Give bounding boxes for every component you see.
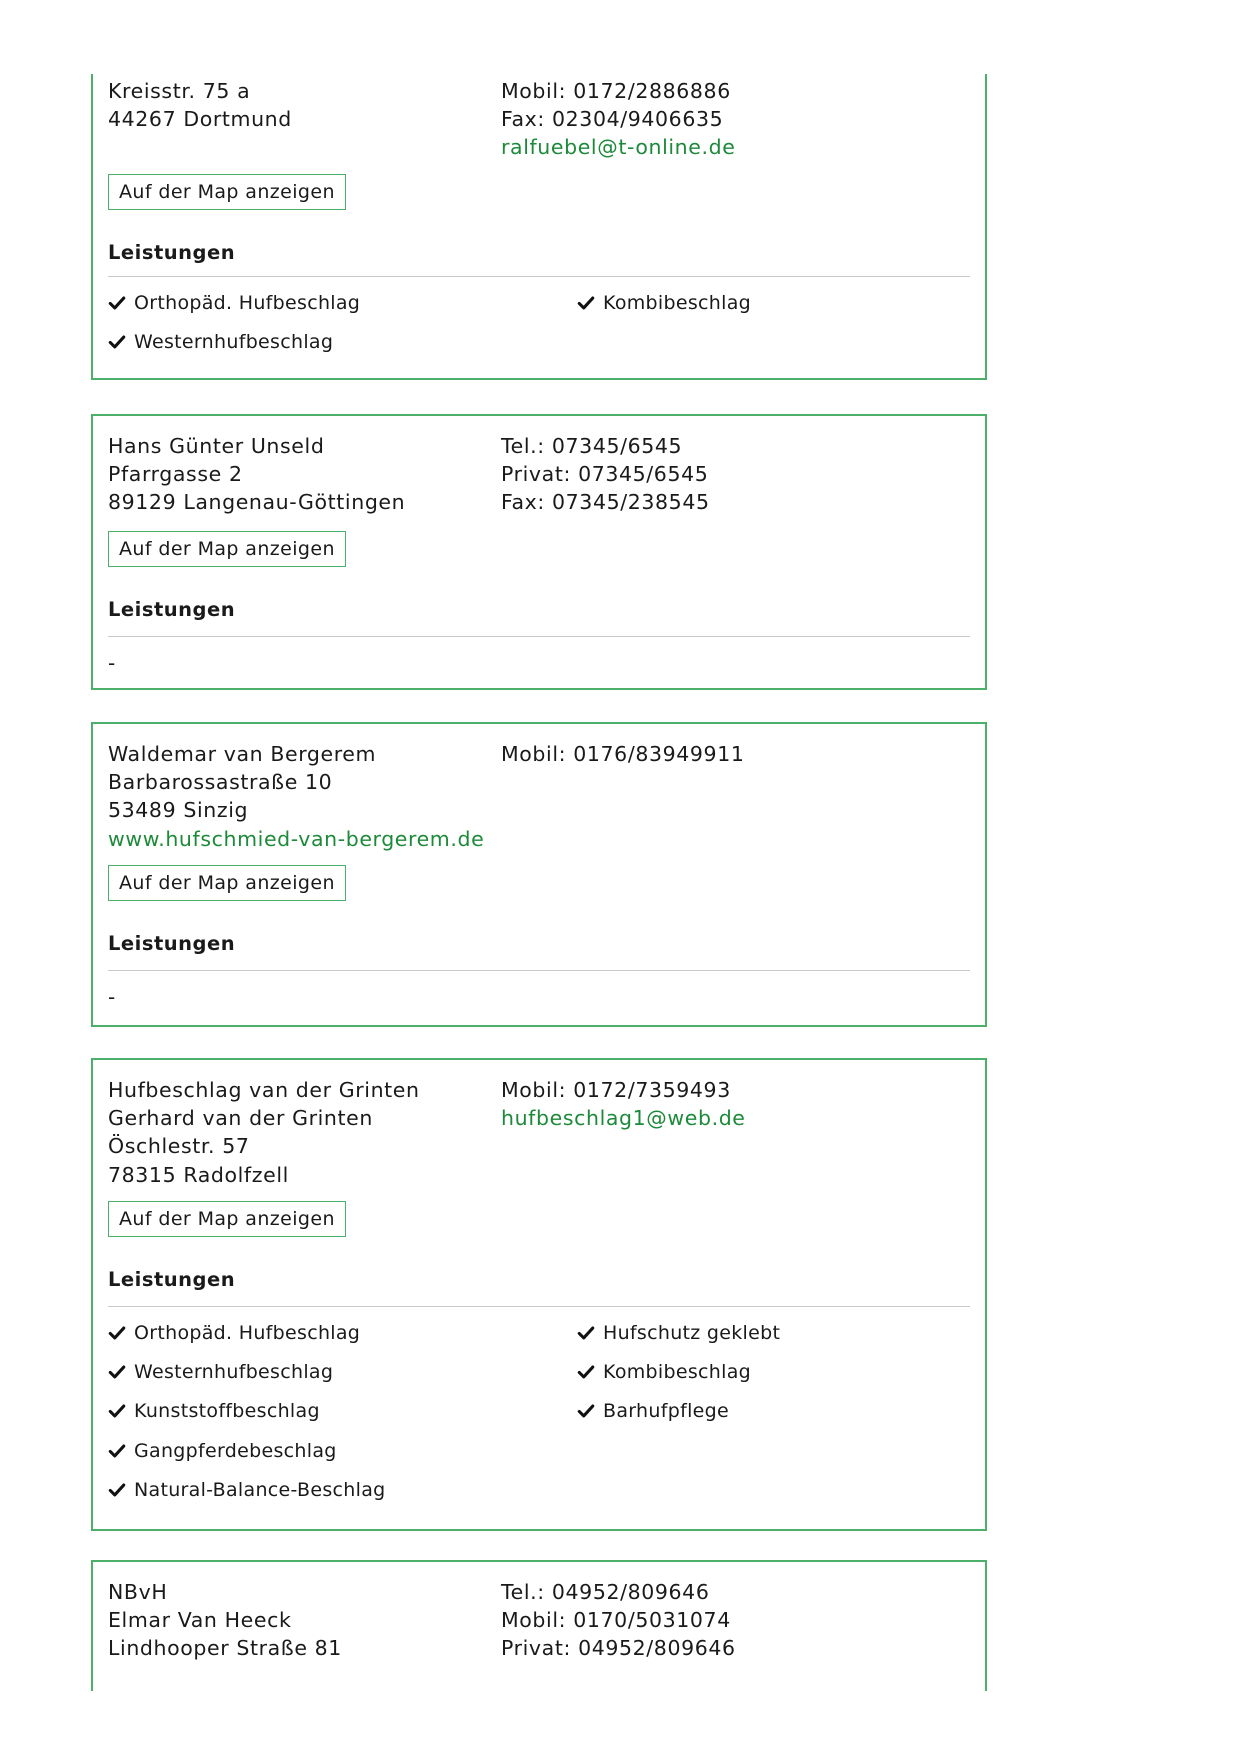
address-line: 89129 Langenau-Göttingen (108, 490, 406, 515)
checkmark-icon (108, 1481, 126, 1499)
phone-line: Mobil: 0172/7359493 (501, 1078, 731, 1102)
service-item: Barhufpflege (577, 1400, 729, 1422)
services-heading: Leistungen (108, 1268, 236, 1291)
contact-address (108, 1076, 420, 1189)
phone-line: Mobil: 0170/5031074 (501, 1608, 731, 1633)
checkmark-icon (108, 294, 126, 312)
services-divider (108, 970, 970, 971)
farrier-card-3 (91, 722, 987, 1027)
show-on-map-button[interactable]: Auf der Map anzeigen (108, 865, 346, 901)
farrier-name: Waldemar van Bergerem (108, 742, 377, 766)
services-divider (108, 636, 970, 637)
service-item: Westernhufbeschlag (108, 1361, 333, 1383)
phone-line: Privat: 04952/809646 (501, 1636, 736, 1661)
contact-phones (501, 432, 710, 517)
show-on-map-button[interactable]: Auf der Map anzeigen (108, 174, 346, 210)
farrier-card-5 (91, 1560, 987, 1691)
checkmark-icon (108, 1402, 126, 1420)
services-heading: Leistungen (108, 932, 236, 955)
contact-address (108, 1578, 342, 1663)
service-item: Kombibeschlag (577, 292, 751, 314)
contact-address (108, 740, 484, 853)
checkmark-icon (108, 333, 126, 351)
farrier-card-1 (91, 74, 987, 380)
farrier-card-2 (91, 414, 987, 690)
email-link[interactable]: ralfuebel@t-online.de (501, 135, 736, 160)
service-item: Natural-Balance-Beschlag (108, 1479, 386, 1501)
phone-line: Mobil: 0176/83949911 (501, 742, 745, 766)
service-item: Westernhufbeschlag (108, 331, 333, 353)
contact-address (108, 432, 405, 517)
service-item: Orthopäd. Hufbeschlag (108, 292, 360, 314)
service-item: Gangpferdebeschlag (108, 1440, 337, 1462)
show-on-map-button[interactable]: Auf der Map anzeigen (108, 1201, 346, 1237)
address-line: 44267 Dortmund (108, 107, 292, 132)
website-link[interactable]: www.hufschmied-van-bergerem.de (108, 826, 485, 851)
checkmark-icon (108, 1324, 126, 1342)
services-divider (108, 276, 970, 277)
address-line: 53489 Sinzig (108, 798, 249, 823)
checkmark-icon (577, 1363, 595, 1381)
no-services: - (108, 985, 116, 1009)
contact-address (108, 77, 292, 133)
farrier-name: Hans Günter Unseld (108, 434, 325, 458)
address-line: Lindhooper Straße 81 (108, 1636, 342, 1661)
company-name: Hufbeschlag van der Grinten (108, 1078, 420, 1102)
contact-phones (501, 1578, 736, 1663)
company-name: NBvH (108, 1580, 168, 1604)
phone-line: Tel.: 07345/6545 (501, 434, 683, 458)
phone-line: Mobil: 0172/2886886 (501, 79, 731, 103)
address-line: Pfarrgasse 2 (108, 462, 243, 487)
email-link[interactable]: hufbeschlag1@web.de (501, 1106, 746, 1131)
address-line: Barbarossastraße 10 (108, 770, 333, 795)
service-item: Hufschutz geklebt (577, 1322, 780, 1344)
checkmark-icon (577, 294, 595, 312)
checkmark-icon (108, 1363, 126, 1381)
no-services: - (108, 651, 116, 675)
show-on-map-button[interactable]: Auf der Map anzeigen (108, 531, 346, 567)
contact-phones (501, 740, 744, 768)
address-line: 78315 Radolfzell (108, 1162, 289, 1187)
checkmark-icon (577, 1402, 595, 1420)
service-item: Orthopäd. Hufbeschlag (108, 1322, 360, 1344)
phone-line: Tel.: 04952/809646 (501, 1580, 710, 1604)
service-item: Kombibeschlag (577, 1361, 751, 1383)
address-line: Kreisstr. 75 a (108, 79, 251, 103)
farrier-name: Elmar Van Heeck (108, 1608, 292, 1633)
services-divider (108, 1306, 970, 1307)
contact-phones (501, 77, 735, 162)
farrier-card-4 (91, 1058, 987, 1531)
farrier-name: Gerhard van der Grinten (108, 1106, 373, 1131)
contact-phones (501, 1076, 746, 1132)
address-line: Öschlestr. 57 (108, 1134, 250, 1159)
services-heading: Leistungen (108, 241, 236, 264)
phone-line: Privat: 07345/6545 (501, 462, 709, 487)
phone-line: Fax: 07345/238545 (501, 490, 710, 515)
service-item: Kunststoffbeschlag (108, 1400, 320, 1422)
checkmark-icon (577, 1324, 595, 1342)
services-heading: Leistungen (108, 598, 236, 621)
checkmark-icon (108, 1442, 126, 1460)
phone-line: Fax: 02304/9406635 (501, 107, 724, 132)
